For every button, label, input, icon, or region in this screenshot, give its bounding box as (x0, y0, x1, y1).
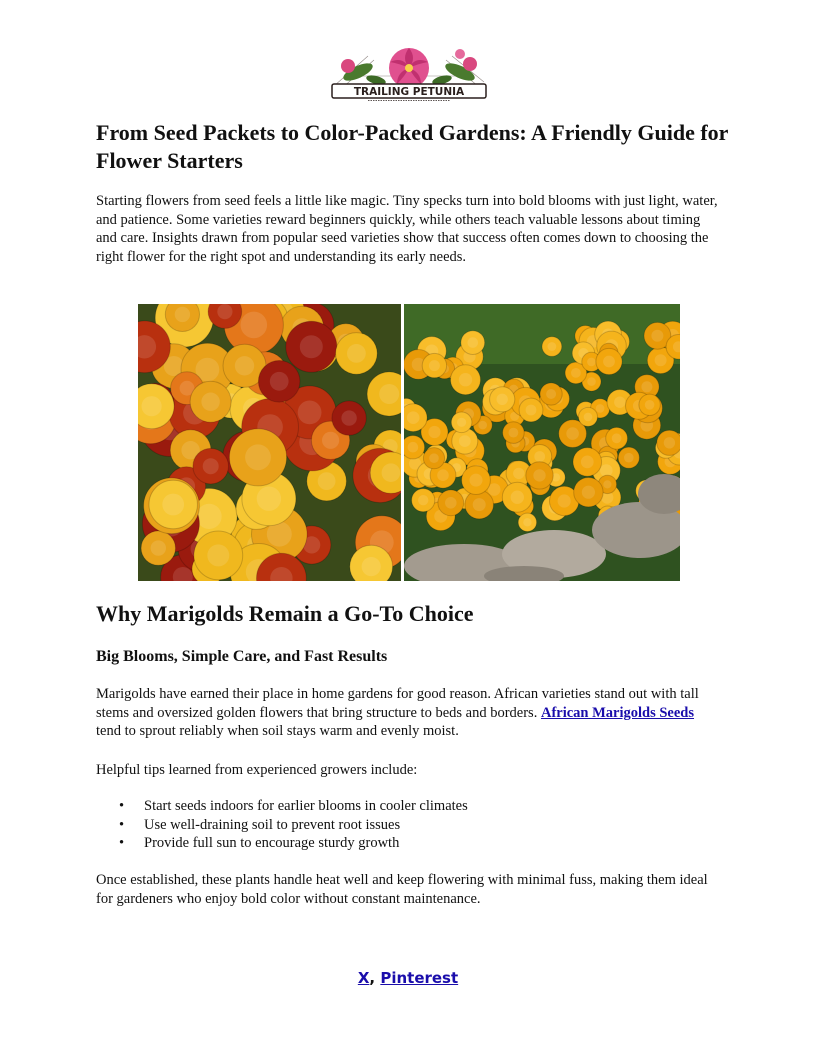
page-title: From Seed Packets to Color-Packed Gardens: A Friendly Guide for Flower Starters (96, 120, 729, 173)
share-links (0, 969, 816, 987)
sub-heading: Big Blooms, Simple Care, and Fast Results (96, 648, 388, 665)
intro-paragraph: Starting flowers from seed feels a little like magic. Tiny specks turn into bold blooms with just light, water, and patience. Some varieties reward beginners quickly, while others teach valuable lessons about timing and care. Insights drawn from popular seed varieties show that success often comes down to choosing the right flower for the right spot and understanding its early needs. (96, 193, 718, 265)
list-item: • Use well-draining soil to prevent root issues (144, 816, 468, 835)
trailing-petunia-logo (328, 46, 490, 102)
list-item: • Start seeds indoors for earlier blooms in cooler climates (144, 797, 468, 816)
tips-intro: Helpful tips learned from experienced growers include: (96, 762, 418, 778)
logo-text: TRAILING PETUNIA (353, 86, 465, 98)
para1-text-after: tend to sprout reliably when soil stays warm and evenly moist. (96, 723, 459, 739)
african-marigolds-seeds-link[interactable]: African Marigolds Seeds (540, 704, 695, 721)
marigolds-paragraph (96, 685, 718, 741)
share-pinterest-link[interactable]: Pinterest (380, 969, 459, 987)
petunia-flower-icon (328, 46, 490, 102)
marigold-photos (138, 304, 680, 581)
section-heading: Why Marigolds Remain a Go-To Choice (96, 601, 474, 626)
para1-text-before: Marigolds have earned their place in home gardens for good reason. African varieties stand out with tall stems and oversized golden flowers that bring structure to beds and borders. (96, 686, 699, 721)
share-x-link[interactable]: X (357, 969, 370, 987)
share-separator: , (369, 969, 381, 987)
list-item: • Provide full sun to encourage sturdy growth (144, 834, 468, 853)
african-marigolds-photo (404, 304, 680, 581)
closing-paragraph: Once established, these plants handle heat well and keep flowering with minimal fuss, making them ideal for gardeners who enjoy bold color without constant maintenance. (96, 872, 708, 907)
tips-list (96, 797, 468, 853)
mixed-marigolds-photo (138, 304, 401, 581)
